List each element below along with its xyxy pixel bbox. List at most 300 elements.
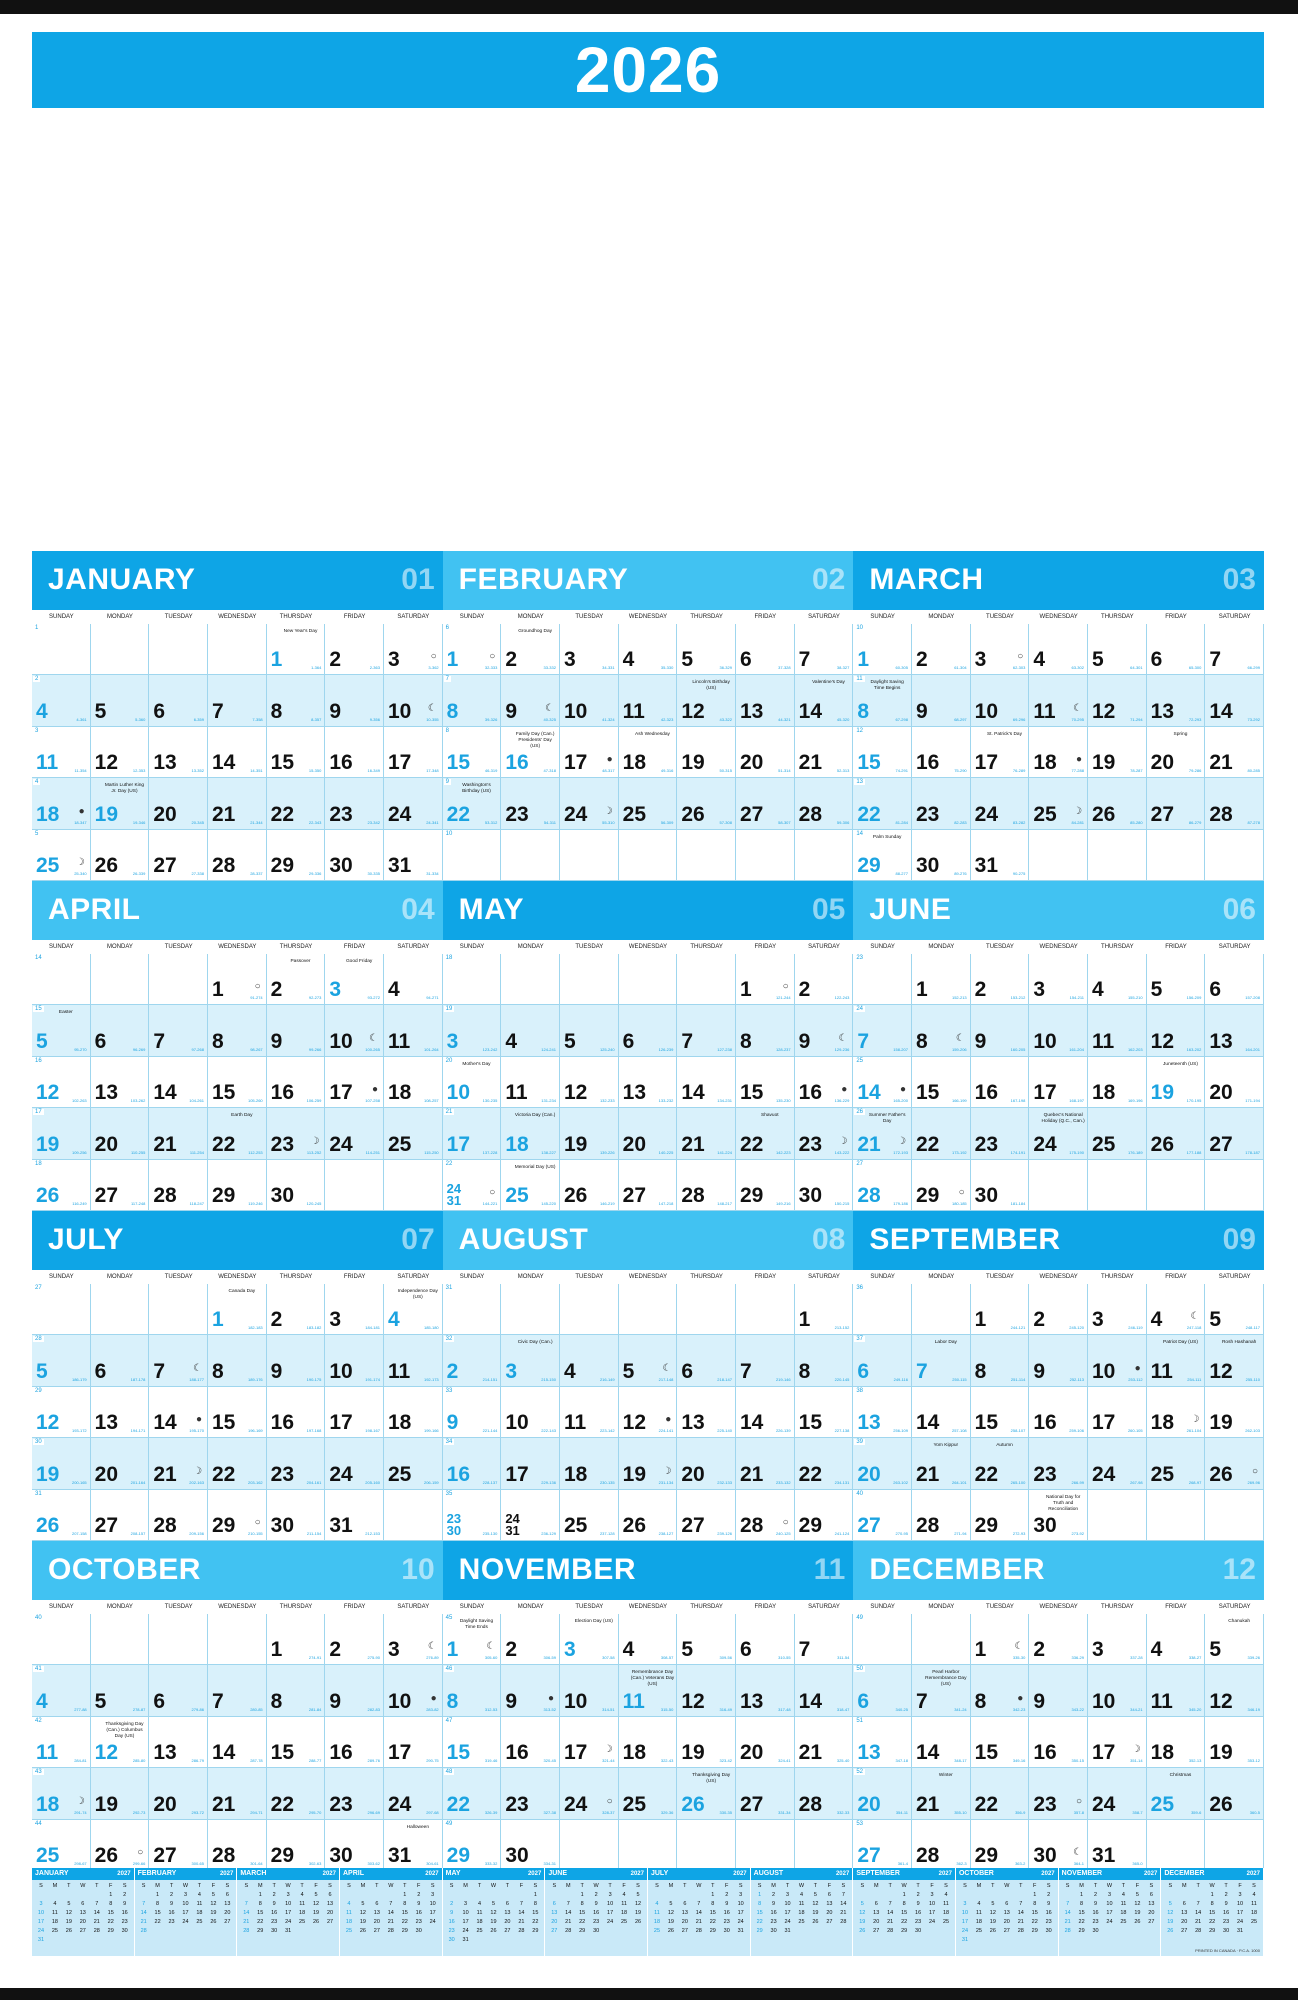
holiday-label: Halloween (406, 1824, 430, 1830)
day-of-year: 18-347 (74, 819, 87, 825)
day-of-year: 9-356 (369, 716, 380, 722)
day-of-year: 57-308 (719, 819, 732, 825)
day-number: 29 (270, 1844, 295, 1867)
day-number: 12 (36, 1411, 60, 1435)
day-cell (1029, 727, 1088, 778)
day-of-year: 36-329 (719, 665, 732, 671)
moon-phase-icon: ☽ (662, 1465, 672, 1477)
day-cell (91, 954, 150, 1005)
mini-day: 13 (1003, 1910, 1010, 1916)
day-of-year: 245-120 (1069, 1325, 1084, 1331)
day-cell (501, 1438, 560, 1489)
day-cell (501, 1335, 560, 1386)
week-number: 40 (856, 1490, 864, 1497)
day-of-year: 83-282 (1012, 819, 1026, 825)
day-cell (443, 1665, 502, 1716)
day-number: 4 (1033, 648, 1045, 672)
day-cell (149, 727, 208, 778)
weekday-label: WEDNESDAY (218, 944, 257, 950)
mini-day: 26 (1134, 1919, 1141, 1925)
moon-phase-icon: ○ (958, 1187, 965, 1198)
mini-day: 1 (403, 1892, 407, 1898)
day-cell (325, 1284, 384, 1335)
week-number: 24 (856, 1006, 864, 1013)
month-number: 06 (1222, 893, 1256, 926)
day-cell (91, 1820, 150, 1871)
day-number: 11 (36, 1741, 59, 1765)
mini-day: 20 (1181, 1919, 1188, 1925)
day-cell (32, 675, 91, 726)
day-number: 22 (915, 1132, 940, 1156)
holiday-label: Family Day (Can.) Presidents' Day (US) (515, 731, 555, 749)
month-header (853, 1541, 1264, 1600)
day-of-year: 331-34 (778, 1809, 791, 1815)
day-number: 1 (270, 1638, 283, 1662)
day-cell (1147, 1438, 1206, 1489)
mini-weekday: S (841, 1883, 846, 1889)
month-header (443, 1541, 854, 1600)
moon-phase-icon: ● (606, 754, 613, 766)
day-of-year: 87-278 (1247, 819, 1260, 825)
mini-day: 20 (826, 1910, 833, 1916)
mini-weekday: T (67, 1883, 71, 1889)
day-cell (267, 1614, 326, 1665)
day-number: 18 (1033, 751, 1057, 775)
holiday-label: Passover (290, 959, 311, 964)
day-number: 27 (94, 1514, 119, 1537)
day-number: 14 (211, 751, 236, 775)
mini-day: 13 (224, 1901, 231, 1907)
day-cell (677, 1387, 736, 1438)
day-cell (208, 1057, 267, 1108)
mini-day: 22 (257, 1919, 264, 1925)
day-cell (971, 1490, 1030, 1541)
day-number: 8 (446, 699, 459, 723)
mini-month-name: OCTOBER (958, 1870, 994, 1877)
day-of-year: 63-302 (1071, 665, 1084, 671)
day-cell (149, 1820, 208, 1871)
day-cell (501, 1665, 560, 1716)
day-number: 13 (857, 1411, 881, 1435)
month-january (32, 551, 443, 881)
day-cell (443, 1057, 502, 1108)
mini-weekday: T (580, 1883, 584, 1889)
day-number: 9 (270, 1359, 283, 1383)
day-of-year: 88-277 (895, 871, 908, 876)
mini-day: 1 (902, 1892, 906, 1898)
day-cell (384, 675, 443, 726)
mini-weekday: S (1065, 1883, 1070, 1889)
day-number: 13 (1150, 699, 1174, 723)
day-of-year: 232-133 (717, 1479, 732, 1485)
day-number: 13 (857, 1741, 881, 1765)
day-number: 30 (505, 1844, 529, 1867)
day-of-year: 302-63 (308, 1861, 322, 1866)
mini-day: 18 (653, 1919, 661, 1925)
day-cell (619, 1005, 678, 1056)
week-number: 4 (35, 779, 39, 786)
day-number: 19 (36, 1132, 60, 1156)
day-cell (91, 1768, 150, 1819)
month-header (443, 1211, 854, 1270)
day-number: 20 (153, 1792, 177, 1816)
day-cell (736, 1108, 795, 1159)
weekday-label: SUNDAY (459, 1604, 485, 1610)
day-number: 15 (974, 1411, 999, 1435)
day-cell (149, 1438, 208, 1489)
week-number: 39 (856, 1439, 864, 1446)
day-cell (736, 830, 795, 881)
day-cell (384, 1614, 443, 1665)
mini-day: 29 (107, 1928, 114, 1934)
day-cell (912, 1614, 971, 1665)
moon-phase-icon: ☾ (1073, 702, 1082, 714)
day-cell (32, 1335, 91, 1386)
day-number: 16 (1033, 1411, 1057, 1435)
day-number: 8 (211, 1029, 224, 1053)
day-number: 23 (915, 802, 940, 826)
day-of-year: 314-51 (602, 1706, 615, 1712)
mini-month-header (135, 1868, 237, 1880)
day-cell (1029, 1614, 1088, 1665)
day-cell (32, 1665, 91, 1716)
day-of-year: 201-164 (130, 1479, 146, 1485)
day-of-year: 230-135 (599, 1479, 615, 1485)
day-number: 20 (681, 1462, 705, 1486)
day-number: 9 (446, 1411, 459, 1435)
day-number: 10 (387, 699, 412, 723)
day-number: 5 (1150, 978, 1163, 1002)
day-cell (32, 1768, 91, 1819)
day-number: 24 (563, 1792, 588, 1816)
mini-month-name: DECEMBER (1164, 1870, 1205, 1877)
day-of-year: 241-124 (834, 1531, 850, 1536)
day-cell (853, 778, 912, 829)
mini-blank (62, 1891, 76, 1900)
day-number: 22 (739, 1132, 764, 1156)
mini-day: 1 (1210, 1892, 1214, 1898)
mini-day-grid (956, 1880, 1058, 1945)
day-number: 9 (329, 699, 341, 723)
day-of-year: 359-6 (1191, 1809, 1202, 1815)
day-cell (795, 624, 854, 675)
mini-day: 19 (667, 1919, 674, 1925)
bottom-border (0, 1988, 1298, 2000)
day-number: 14 (915, 1741, 940, 1765)
day-of-year: 47-318 (543, 768, 556, 774)
mini-day: 13 (551, 1910, 558, 1916)
mini-day: 9 (594, 1901, 598, 1907)
day-number: 10 (329, 1029, 353, 1053)
day-cell (619, 954, 678, 1005)
day-cell (208, 1490, 267, 1541)
day-cell (619, 1387, 678, 1438)
day-cell (267, 1387, 326, 1438)
day-cell (325, 1005, 384, 1056)
weekday-label: SUNDAY (459, 944, 485, 950)
day-number: 28 (211, 854, 236, 877)
day-cell (677, 1335, 736, 1386)
day-number: 2 (446, 1359, 459, 1383)
day-of-year: 143-222 (834, 1149, 850, 1155)
mini-day: 3 (286, 1892, 290, 1898)
week-number: 8 (445, 727, 449, 734)
day-number: 10 (387, 1689, 412, 1713)
weekday-label: SATURDAY (397, 944, 430, 950)
mini-day: 5 (211, 1892, 215, 1898)
moon-phase-icon: ○ (489, 1187, 496, 1198)
mini-day: 7 (519, 1901, 523, 1907)
mini-day: 29 (401, 1928, 408, 1934)
mini-weekday: M (873, 1883, 879, 1889)
holiday-label: Easter (58, 1010, 73, 1016)
day-number: 15 (798, 1411, 822, 1435)
holiday-label: New Year's Day (283, 629, 318, 634)
day-of-year: 231-134 (658, 1479, 674, 1485)
day-number: 13 (622, 1081, 646, 1105)
day-number: 3 (329, 1308, 341, 1332)
day-of-year: 177-188 (1186, 1149, 1202, 1155)
day-of-year: 70-295 (1071, 716, 1084, 722)
day-number: 7 (153, 1359, 166, 1383)
day-number: 30 (1033, 1514, 1057, 1537)
mini-day: 24 (462, 1928, 469, 1934)
moon-phase-icon: ● (1075, 754, 1082, 766)
day-cell (149, 1614, 208, 1665)
day-cell (1088, 1614, 1147, 1665)
day-cell (1147, 1108, 1206, 1159)
day-number: 10 (1033, 1029, 1057, 1053)
day-number: 12 (94, 751, 119, 775)
mini-day-grid (32, 1880, 134, 1945)
weekday-label: MONDAY (517, 614, 544, 620)
mini-month-header (545, 1868, 647, 1880)
day-cell (619, 1490, 678, 1541)
holiday-label: Thanksgiving Day (Can.) Columbus Day (US) (105, 1721, 144, 1739)
mini-weekday: M (155, 1883, 160, 1889)
day-of-year: 54-311 (543, 819, 556, 825)
mini-blank (514, 1891, 528, 1900)
mini-day: 21 (1017, 1919, 1024, 1925)
day-of-year: 334-31 (543, 1861, 556, 1866)
mini-day: 10 (429, 1901, 436, 1907)
day-cell (267, 1820, 326, 1871)
mini-day: 15 (107, 1910, 114, 1916)
day-cell (267, 1108, 326, 1159)
day-number: 15 (211, 1411, 236, 1435)
mini-day: 3 (739, 1892, 743, 1898)
day-cell (208, 778, 267, 829)
mini-weekday: S (533, 1883, 538, 1889)
day-cell (91, 1717, 150, 1768)
mini-month-header (1059, 1868, 1161, 1880)
day-of-year: 361-4 (897, 1861, 908, 1866)
day-cell (1147, 954, 1206, 1005)
mini-month-year: 2027 (1246, 1871, 1260, 1877)
moon-phase-icon: ● (665, 1414, 672, 1426)
day-cell (384, 1387, 443, 1438)
day-of-year: 296-69 (367, 1809, 380, 1815)
weekday-label: SATURDAY (1218, 944, 1251, 950)
day-of-year: 166-199 (951, 1098, 967, 1104)
day-of-year: 335-30 (1012, 1655, 1026, 1661)
month-number: 07 (401, 1223, 435, 1256)
day-of-year: 260-105 (1127, 1428, 1143, 1434)
day-cell (325, 830, 384, 881)
weekday-header (853, 1600, 1264, 1615)
moon-phase-icon: ☾ (1073, 1847, 1082, 1858)
day-cell (795, 1284, 854, 1335)
day-cell (1088, 1387, 1147, 1438)
holiday-label: Quebec's National Holiday (Q.C., Can.) (1041, 1113, 1085, 1125)
day-cell (325, 1768, 384, 1819)
day-cell (1088, 954, 1147, 1005)
day-of-year: 279-86 (191, 1706, 204, 1712)
day-number: 2 (329, 648, 341, 672)
day-number: 21 (211, 1792, 236, 1816)
day-of-year: 258-107 (1010, 1428, 1026, 1434)
day-of-year: 235-130 (482, 1531, 498, 1536)
day-of-year: 55-310 (602, 819, 615, 825)
day-number: 26 (1091, 802, 1116, 826)
day-of-year: 304-61 (426, 1861, 439, 1866)
day-number: 4 (622, 648, 635, 672)
day-number: 31 (387, 854, 412, 877)
day-number: 11 (1091, 1029, 1115, 1053)
week-number: 10 (856, 625, 864, 631)
day-number: 6 (94, 1029, 107, 1053)
mini-weekday: S (1149, 1883, 1154, 1889)
weekday-label: FRIDAY (343, 1274, 366, 1280)
month-header (32, 881, 443, 940)
mini-month-name: NOVEMBER (1061, 1870, 1103, 1877)
mini-day: 7 (95, 1901, 99, 1907)
weekday-label: SUNDAY (49, 1604, 74, 1610)
week-number: 7 (445, 676, 449, 683)
mini-day: 3 (183, 1892, 188, 1898)
day-number: 1 (857, 648, 870, 672)
mini-weekday: T (888, 1883, 892, 1889)
day-of-year: 210-155 (247, 1531, 263, 1536)
week-number: 2 (35, 676, 39, 683)
day-number: 2 (505, 1638, 517, 1662)
month-number: 10 (401, 1553, 435, 1586)
mini-day: 18 (51, 1919, 58, 1925)
day-number: 3 (1091, 1308, 1104, 1332)
day-number: 1 (915, 978, 928, 1002)
mini-day-grid (1059, 1880, 1161, 1936)
holiday-label: Shavuot (761, 1113, 779, 1119)
day-of-year: 202-163 (189, 1479, 204, 1485)
mini-day: 7 (1066, 1901, 1070, 1907)
weekday-label: MONDAY (928, 614, 955, 620)
day-cell (736, 1768, 795, 1819)
day-of-year: 137-228 (482, 1149, 498, 1155)
mini-day: 18 (798, 1910, 805, 1916)
month-name: FEBRUARY (458, 563, 629, 596)
mini-day: 13 (873, 1910, 880, 1916)
day-of-year: 284-81 (74, 1758, 87, 1764)
day-of-year: 309-56 (719, 1655, 732, 1661)
mini-day: 9 (1047, 1901, 1051, 1907)
day-cell (795, 727, 854, 778)
day-of-year: 310-55 (778, 1655, 791, 1661)
mini-day: 23 (271, 1919, 278, 1925)
day-of-year: 272-93 (1012, 1531, 1026, 1536)
mini-day: 24 (784, 1919, 791, 1925)
day-cell (736, 1820, 795, 1871)
day-cell (1088, 624, 1147, 675)
mini-blank (370, 1891, 384, 1900)
day-cell (619, 727, 678, 778)
day-of-year: 287-78 (250, 1758, 263, 1764)
day-of-year: 134-231 (717, 1098, 732, 1104)
mini-blank (137, 1891, 151, 1900)
day-of-year: 276-89 (426, 1655, 439, 1661)
month-september (853, 1211, 1264, 1541)
day-number: 5 (563, 1029, 576, 1053)
day-cell (1088, 1820, 1147, 1871)
mini-day: 23 (415, 1919, 422, 1925)
month-header (443, 551, 854, 610)
day-cell (443, 624, 502, 675)
mini-day: 10 (1106, 1901, 1113, 1907)
mini-month-header (751, 1868, 853, 1880)
day-number: 26 (563, 1184, 588, 1207)
day-cell (32, 1284, 91, 1335)
printer-note: PRINTED IN CANADA · P.C.A. 1000 (1195, 1948, 1260, 1953)
day-number: 3 (1091, 1638, 1104, 1662)
day-cell (560, 778, 619, 829)
day-number: 19 (94, 1792, 119, 1816)
mini-day: 20 (873, 1919, 880, 1925)
day-of-year: 120-245 (306, 1201, 322, 1206)
day-of-year: 10-355 (426, 716, 439, 722)
day-of-year: 24-341 (426, 819, 439, 825)
day-number: 25 (622, 802, 646, 826)
day-cell (1147, 675, 1206, 726)
day-number: 16 (329, 751, 353, 775)
day-cell (501, 727, 560, 778)
day-number: 12 (563, 1081, 588, 1105)
day-cell (912, 778, 971, 829)
day-number: 19 (622, 1462, 646, 1486)
day-cell (912, 624, 971, 675)
mini-day: 7 (244, 1901, 248, 1907)
mini-weekday: T (403, 1883, 407, 1889)
day-cell (1205, 624, 1264, 675)
day-of-year: 155-210 (1127, 995, 1143, 1001)
day-number: 21 (153, 1462, 177, 1486)
day-of-year: 127-238 (717, 1046, 732, 1052)
mini-day: 16 (1223, 1910, 1230, 1916)
moon-phase-icon: ☾ (838, 1032, 848, 1044)
day-of-year: 45-320 (836, 716, 850, 722)
day-number: 2 (329, 1638, 341, 1662)
mini-weekday: S (328, 1883, 332, 1889)
mini-day: 30 (448, 1937, 455, 1943)
day-of-year: 12-353 (132, 768, 146, 774)
day-of-year: 311-54 (837, 1655, 850, 1661)
mini-day: 27 (373, 1928, 380, 1934)
day-cell (560, 1665, 619, 1716)
day-of-year: 204-161 (306, 1479, 322, 1485)
month-name: MARCH (869, 563, 984, 596)
mini-month-june (545, 1868, 648, 1956)
day-cell (443, 1438, 502, 1489)
day-cell (795, 1005, 854, 1056)
day-cell (677, 1005, 736, 1056)
